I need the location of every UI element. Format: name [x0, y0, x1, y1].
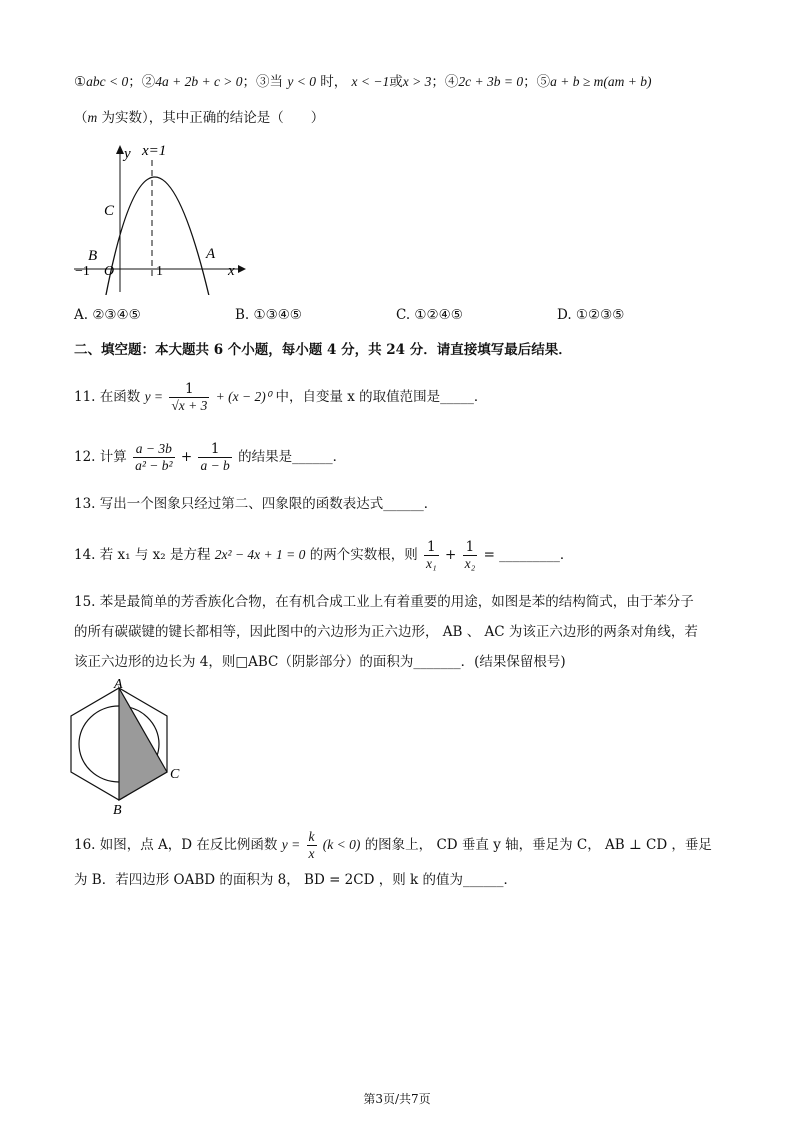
section2-header: 二、填空题：本大题共 6 个小题，每小题 4 分，共 24 分．请直接填写最后结果．	[74, 342, 572, 358]
option-d: D. ①②③⑤	[557, 307, 625, 323]
label-C: C	[170, 767, 180, 782]
parabola-graph	[70, 140, 250, 295]
label-C: C	[104, 203, 115, 219]
q12: 12. 计算 $\frac{a - 3b}{\text{a² − b²}}$ + $\frac{1}{a - b}$ 的结果是______．	[74, 441, 347, 473]
label-y: y	[124, 146, 131, 162]
label-O: O	[104, 264, 115, 279]
option-c: C. ①②④⑤	[396, 307, 463, 323]
q16-line1: 16. 如图，点 A，D 在反比例函数 y = $\frac{k}{x}$ (k < 0) 的图象上， CD 垂直 y 轴，垂足为 C， AB ⊥ CD ，垂足	[74, 829, 712, 861]
label-axis-line: x=1	[142, 143, 167, 159]
q15-line3: 该正六边形的边长为 4，则□ABC（阴影部分）的面积为_______．(结果保留根号)	[74, 654, 566, 670]
label-B: B	[88, 248, 98, 264]
label-A: A	[206, 246, 216, 262]
q16-line2: 为 B．若四边形 OABD 的面积为 8， BD = 2CD ，则 k 的值为______．	[74, 872, 517, 888]
q15-line1: 15. 苯是最简单的芳香族化合物，在有机合成工业上有着重要的用途，如图是苯的结构简式，由于苯分子	[74, 594, 694, 610]
y-axis-arrow	[116, 145, 124, 154]
tick-neg1: −1	[75, 264, 90, 279]
q11: 11. 在函数 y = $\frac{1}{√x + 3}$ + (x − 2)⁰ 中，自变量 x 的取值范围是_____．	[74, 381, 488, 413]
benzene-hexagon-figure	[62, 676, 192, 816]
label-B: B	[113, 803, 122, 816]
q10-prompt: （m 为实数），其中正确的结论是（ ）	[74, 110, 325, 126]
option-b: B. ①③④⑤	[235, 307, 302, 323]
option-a: A. ②③④⑤	[74, 307, 141, 323]
q15-line2: 的所有碳碳键的键长都相等，因此图中的六边形为正六边形， AB 、 AC 为该正六边形的两条对角线，若	[74, 624, 698, 640]
q13: 13. 写出一个图象只经过第二、四象限的函数表达式______．	[74, 496, 438, 512]
q10-statements: ①abc < 0；②4a + 2b + c > 0；③当 y < 0 时， x < −1或x > 3；④2c + 3b = 0；⑤a + b ≥ m(am + b)	[74, 74, 652, 90]
page-footer: 第3页/共7页	[363, 1092, 431, 1106]
tick-1: 1	[156, 264, 163, 279]
x-axis-arrow	[238, 265, 246, 273]
label-x: x	[228, 263, 235, 279]
label-A: A	[114, 677, 123, 692]
q14: 14. 若 x₁ 与 x₂ 是方程 2x² − 4x + 1 = 0 的两个实数根，则 $\frac{1}{\text{x₁}}$ + $\frac{1}{\text{x₂}}$ = _________．	[74, 539, 574, 571]
